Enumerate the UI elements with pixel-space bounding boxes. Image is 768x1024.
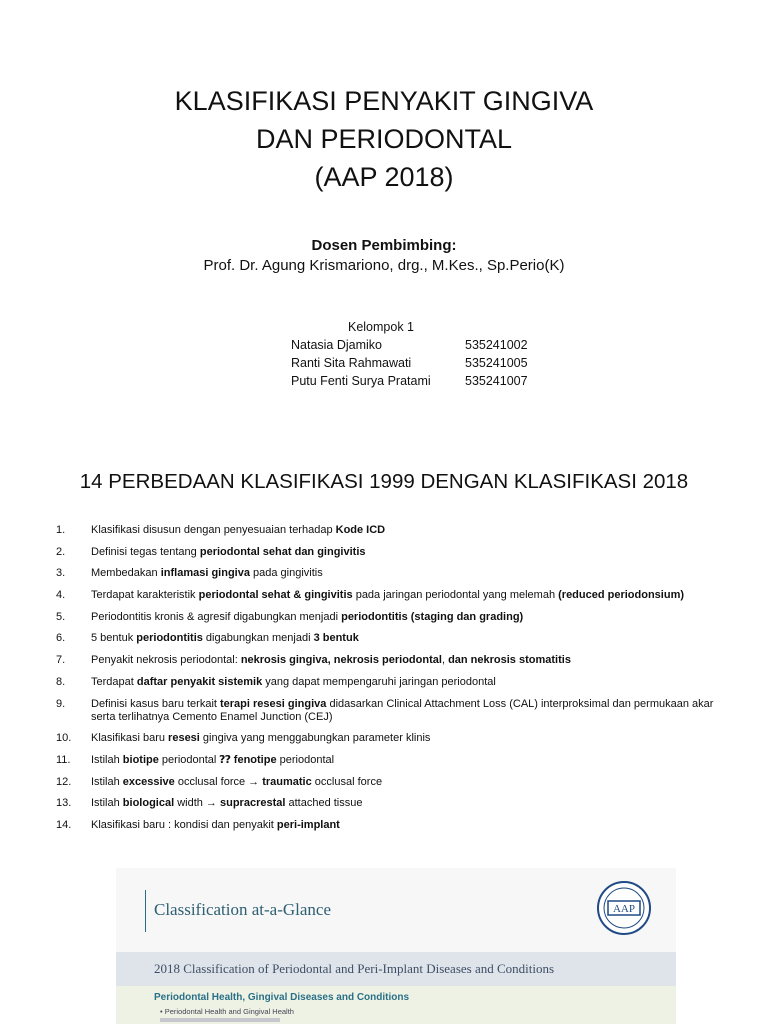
truncated-bullet	[160, 1018, 280, 1022]
title-line-1: KLASIFIKASI PENYAKIT GINGIVA	[174, 86, 594, 116]
item-text-bold: excessive	[122, 775, 175, 788]
difference-item	[56, 776, 721, 789]
difference-item	[56, 797, 721, 810]
item-number: 2.	[56, 545, 66, 558]
item-number: 4.	[56, 589, 66, 602]
item-number: 9.	[56, 697, 66, 710]
difference-item	[56, 698, 721, 724]
item-text-part: periodontal	[276, 753, 335, 766]
item-text-part: Klasifikasi baru	[91, 732, 169, 745]
item-text-part: Definisi kasus baru terkait	[91, 697, 220, 710]
item-number: 8.	[56, 675, 66, 688]
item-number: 3.	[56, 567, 66, 580]
item-text-bold: biological	[122, 797, 175, 810]
member-name: Natasia Djamiko	[291, 338, 383, 352]
item-text-part: Penyakit nekrosis periodontal:	[91, 654, 241, 667]
item-number: 14.	[56, 818, 72, 831]
item-text-part: Klasifikasi disusun dengan penyesuaian terhadap	[91, 524, 336, 536]
item-text-bold: Kode ICD	[335, 524, 386, 536]
document-title	[0, 82, 768, 196]
item-text-bold: ⁇ fenotipe	[219, 753, 277, 766]
item-text	[91, 632, 721, 645]
item-text	[91, 589, 721, 602]
difference-item	[56, 732, 721, 745]
item-text-part: pada gingivitis	[249, 567, 323, 580]
item-text	[91, 611, 721, 624]
item-text-part: 5 bentuk	[91, 632, 137, 645]
classification-band	[116, 952, 676, 986]
item-text-part: pada jaringan periodontal yang melemah	[352, 589, 559, 602]
item-text-bold: inflamasi gingiva	[160, 567, 250, 580]
item-text	[91, 754, 721, 767]
item-text-bold: biotipe	[122, 753, 159, 766]
item-text-part: occlusal force →	[174, 775, 263, 788]
differences-list	[56, 524, 721, 841]
item-text-bold: periodontitis (staging dan grading)	[341, 610, 524, 623]
item-text-part: ,	[441, 654, 449, 667]
item-text-part: periodontal	[158, 753, 220, 766]
item-text	[91, 776, 721, 789]
group-block	[291, 318, 551, 390]
item-text-bold: peri-implant	[276, 818, 340, 831]
item-text-bold: daftar penyakit sistemik	[136, 675, 263, 688]
item-number: 10.	[56, 732, 72, 745]
group-title: Kelompok 1	[347, 320, 414, 334]
item-number: 13.	[56, 797, 72, 810]
item-number: 11.	[56, 753, 71, 766]
aap-logo-icon	[596, 880, 652, 936]
difference-item	[56, 611, 721, 624]
difference-item	[56, 676, 721, 689]
item-text	[91, 654, 721, 667]
item-number: 1.	[56, 524, 66, 536]
item-text	[91, 524, 721, 537]
difference-item	[56, 819, 721, 832]
item-text-bold: periodontal sehat & gingivitis	[198, 589, 353, 602]
item-text-bold: nekrosis gingiva, nekrosis periodontal	[240, 654, 442, 667]
item-text-bold: terapi resesi gingiva	[220, 697, 327, 710]
item-text-bold: traumatic	[262, 775, 312, 788]
item-text	[91, 797, 721, 810]
item-number: 6.	[56, 632, 66, 645]
title-line-2: DAN PERIODONTAL	[255, 124, 513, 154]
item-text	[91, 698, 721, 724]
item-text	[91, 676, 721, 689]
item-text-bold: dan nekrosis stomatitis	[448, 654, 571, 667]
item-text-part: gingiva yang menggabungkan parameter klinis	[199, 732, 431, 745]
member-name: Putu Fenti Surya Pratami	[291, 374, 431, 388]
differences-heading: 14 PERBEDAAN KLASIFIKASI 1999 DENGAN KLASIFIKASI 2018	[79, 470, 689, 493]
item-text-part: didasarkan Clinical Attachment Loss (CAL) interproksimal dan permukaan akar serta terlihatnya Cemento Enamel Junction (CEJ)	[91, 697, 714, 723]
item-text-bold: 3 bentuk	[313, 632, 359, 645]
section-bullet: • Periodontal Health and Gingival Health	[160, 1007, 294, 1016]
item-text-part: yang dapat mempengaruhi jaringan periodontal	[262, 675, 496, 688]
item-text	[91, 546, 721, 559]
classification-image	[116, 868, 676, 1024]
item-number: 7.	[56, 654, 66, 667]
member-name: Ranti Sita Rahmawati	[291, 356, 412, 370]
band-title: 2018 Classification of Periodontal and Peri-Implant Diseases and Conditions	[154, 961, 555, 976]
classification-heading: Classification at-a-Glance	[154, 900, 332, 919]
advisor-block	[0, 236, 768, 276]
item-text-part: Terdapat karakteristik	[91, 589, 199, 602]
difference-item	[56, 567, 721, 580]
difference-item	[56, 754, 721, 767]
item-text-part: Terdapat	[91, 675, 137, 688]
group-member	[291, 336, 551, 354]
difference-item	[56, 546, 721, 559]
item-text	[91, 567, 721, 580]
item-text	[91, 732, 721, 745]
item-text-part: Istilah	[91, 775, 123, 788]
item-text-part: Istilah	[91, 797, 123, 810]
item-text-bold: (reduced periodonsium)	[558, 589, 685, 602]
item-text-part: attached tissue	[285, 797, 363, 810]
item-text-part: Periodontitis kronis & agresif digabungkan menjadi	[91, 610, 342, 623]
item-text-part: digabungkan menjadi	[202, 632, 314, 645]
item-text-bold: periodontal sehat dan gingivitis	[199, 545, 366, 558]
difference-item	[56, 632, 721, 645]
item-text-part: Istilah	[91, 753, 123, 766]
heading-divider	[145, 890, 146, 932]
item-text-bold: resesi	[168, 732, 200, 745]
item-text-part: occlusal force	[311, 775, 383, 788]
item-number: 5.	[56, 610, 66, 623]
item-text-part: width →	[174, 797, 220, 810]
title-line-3: (AAP 2018)	[314, 162, 454, 192]
item-text-part: Klasifikasi baru : kondisi dan penyakit	[91, 818, 277, 831]
advisor-name: Prof. Dr. Agung Krismariono, drg., M.Kes., Sp.Perio(K)	[203, 257, 565, 274]
bullet-text: Periodontal Health and Gingival Health	[164, 1007, 294, 1016]
item-number: 12.	[56, 775, 72, 788]
item-text-bold: periodontitis	[136, 632, 203, 645]
advisor-label: Dosen Pembimbing:	[311, 237, 457, 254]
member-id: 535241005	[465, 356, 528, 370]
section-title: Periodontal Health, Gingival Diseases and Conditions	[154, 992, 410, 1003]
difference-item	[56, 524, 721, 537]
item-text-bold: supracrestal	[220, 797, 286, 810]
item-text-part: Membedakan	[91, 567, 161, 580]
difference-item	[56, 654, 721, 667]
item-text	[91, 819, 721, 832]
item-text-part: Definisi tegas tentang	[91, 545, 200, 558]
member-id: 535241002	[465, 338, 528, 352]
difference-item	[56, 589, 721, 602]
group-member	[291, 372, 551, 390]
member-id: 535241007	[465, 374, 528, 388]
group-member	[291, 354, 551, 372]
aap-logo-text: AAP	[612, 903, 636, 915]
